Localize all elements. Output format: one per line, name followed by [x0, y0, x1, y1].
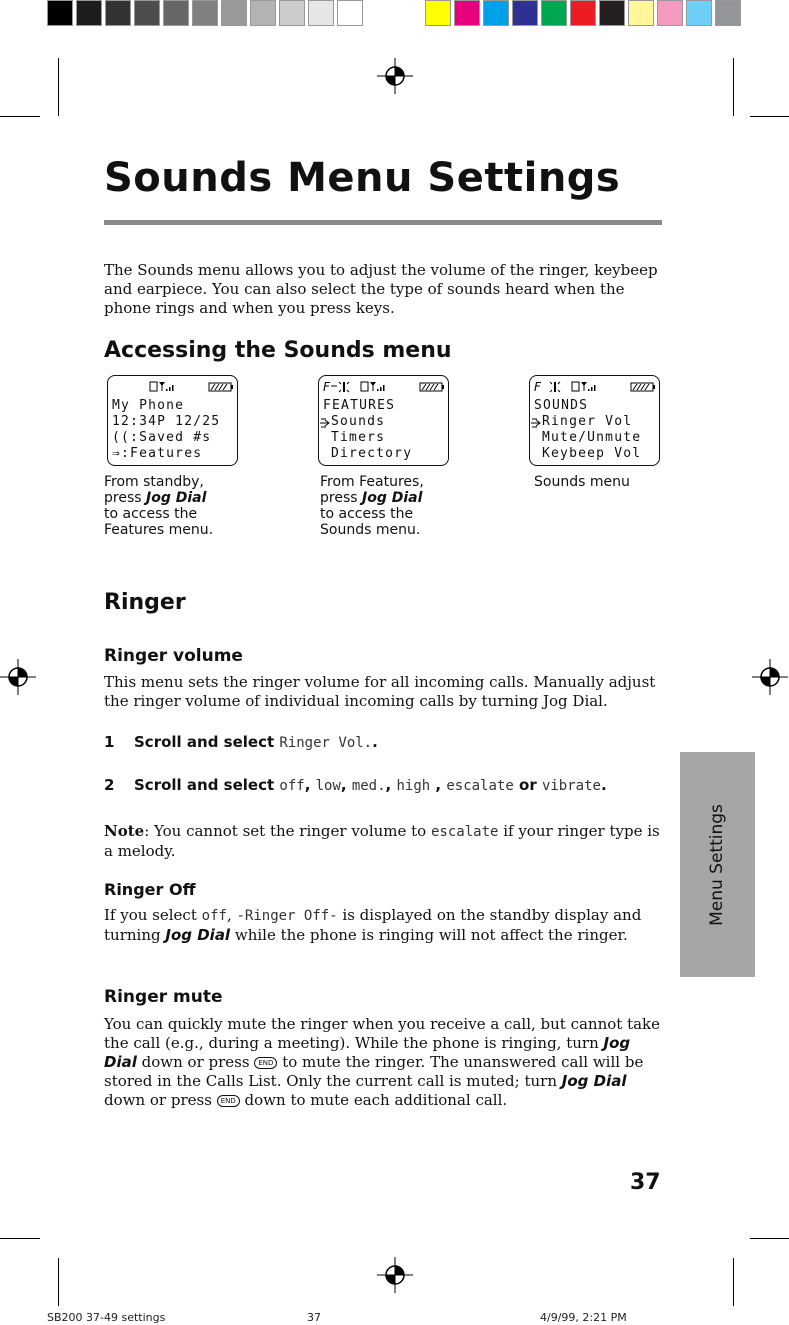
- jog-pointer-icon: [530, 416, 544, 430]
- lcd-line: Directory: [331, 446, 413, 461]
- lcd-option: escalate: [446, 778, 514, 794]
- status-icons: [321, 380, 447, 394]
- lcd-line: FEATURES: [323, 398, 396, 413]
- color-swatch: [454, 0, 480, 26]
- step-1-number: 1: [104, 733, 115, 751]
- crop-mark: [0, 1238, 40, 1239]
- ringer-off-heading: Ringer Off: [104, 880, 196, 899]
- grayscale-calibration-bar: [47, 0, 366, 26]
- intro-paragraph: The Sounds menu allows you to adjust the volume of the ringer, keybeep and earpiece. You can also select the type of sounds heard when the phone rings and when you press keys.: [104, 261, 658, 317]
- lcd-option: off: [201, 908, 227, 924]
- color-swatch: [570, 0, 596, 26]
- gray-swatch: [163, 0, 189, 26]
- gray-swatch: [192, 0, 218, 26]
- color-swatch: [599, 0, 625, 26]
- lcd-option: vibrate: [541, 778, 601, 794]
- step-2-number: 2: [104, 776, 115, 794]
- ringer-volume-text: This menu sets the ringer volume for all incoming calls. Manually adjust the ringer volume of individual incoming calls by turning Jog Dial.: [104, 673, 656, 710]
- gray-swatch: [279, 0, 305, 26]
- registration-target-icon: [377, 58, 413, 94]
- color-swatch: [686, 0, 712, 26]
- color-swatch: [628, 0, 654, 26]
- ringer-mute-heading: Ringer mute: [104, 987, 223, 1007]
- color-swatch: [425, 0, 451, 26]
- gray-swatch: [134, 0, 160, 26]
- footer-filename: SB200 37-49 settings: [47, 1311, 166, 1324]
- caption-standby: From standby, press Jog Dial to access the Features menu.: [104, 474, 214, 538]
- crop-mark: [733, 1258, 734, 1306]
- lcd-sounds-screen: [529, 375, 660, 466]
- crop-mark: [750, 1238, 789, 1239]
- lcd-line: 12:34P 12/25: [112, 414, 221, 429]
- side-tab-label: Menu Settings: [707, 804, 727, 926]
- status-icons: [148, 380, 236, 394]
- color-swatch: [512, 0, 538, 26]
- lcd-line-selected: Ringer Vol: [542, 414, 633, 429]
- ringer-heading: Ringer: [104, 590, 186, 615]
- page-number: 37: [630, 1170, 661, 1195]
- lcd-option: off: [279, 778, 305, 794]
- color-swatch: [541, 0, 567, 26]
- crop-mark: [58, 1258, 59, 1306]
- lcd-option: low: [315, 778, 341, 794]
- lcd-option: Ringer Vol.: [279, 735, 373, 751]
- jog-pointer-icon: [319, 416, 333, 430]
- svg-text:F: F: [534, 380, 541, 394]
- crop-mark: [58, 58, 59, 116]
- lcd-line: My Phone: [112, 398, 185, 413]
- lcd-line: Timers: [331, 430, 386, 445]
- moon-icon: [634, 400, 648, 414]
- caption-features: From Features, press Jog Dial to access the Sounds menu.: [320, 474, 424, 538]
- gray-swatch: [47, 0, 73, 26]
- lcd-line: Mute/Unmute: [542, 430, 642, 445]
- end-key-icon: END: [217, 1095, 240, 1107]
- ringer-volume-heading: Ringer volume: [104, 646, 243, 666]
- crop-mark: [0, 116, 40, 117]
- lcd-features-screen: [318, 375, 449, 466]
- color-swatch: [483, 0, 509, 26]
- color-swatch: [657, 0, 683, 26]
- lcd-option: high: [396, 778, 431, 794]
- step-1: Scroll and select Ringer Vol..: [134, 733, 378, 751]
- caption-sounds-menu: Sounds menu: [534, 474, 630, 490]
- jog-dial-label: Jog Dial: [104, 1034, 631, 1071]
- end-key-icon: END: [254, 1057, 277, 1069]
- lcd-line: Keybeep Vol: [542, 446, 642, 461]
- note-paragraph: Note: You cannot set the ringer volume to escalate if your ringer type is a melody.: [104, 822, 660, 860]
- status-icons: [532, 380, 658, 394]
- lcd-option: escalate: [431, 824, 499, 840]
- lcd-option: -Ringer Off-: [236, 908, 338, 924]
- color-calibration-bar: [425, 0, 744, 26]
- lcd-line: ⇒:Features: [112, 446, 203, 461]
- gray-swatch: [308, 0, 334, 26]
- registration-target-icon: [752, 659, 788, 695]
- page-title: Sounds Menu Settings: [104, 155, 621, 201]
- moon-icon: [423, 400, 437, 414]
- gray-swatch: [221, 0, 247, 26]
- crop-mark: [750, 116, 789, 117]
- step-2: Scroll and select off, low, med., high , escalate or vibrate.: [134, 776, 607, 794]
- accessing-heading: Accessing the Sounds menu: [104, 338, 452, 363]
- jog-dial-label: Jog Dial: [561, 1072, 627, 1090]
- lcd-line-selected: Sounds: [331, 414, 386, 429]
- ringer-mute-text: You can quickly mute the ringer when you receive a call, but cannot take the call (e.g., during a meeting). While the phone is ringing, turn Jog Dial down or press END to mute the ringer. The unanswered call will be stored in the Calls List. Only the current call is muted; turn Jog Dial down or press END down to mute each additional call.: [104, 1015, 661, 1109]
- lcd-line: SOUNDS: [534, 398, 589, 413]
- gray-swatch: [105, 0, 131, 26]
- lcd-option: med.: [351, 778, 386, 794]
- jog-dial-label: Jog Dial: [362, 490, 423, 506]
- footer-timestamp: 4/9/99, 2:21 PM: [540, 1311, 627, 1324]
- jog-dial-label: Jog Dial: [146, 490, 207, 506]
- gray-swatch: [76, 0, 102, 26]
- registration-target-icon: [377, 1257, 413, 1293]
- lcd-standby-screen: [107, 375, 238, 466]
- svg-text:F: F: [323, 380, 330, 394]
- title-divider: [104, 220, 662, 225]
- crop-mark: [733, 58, 734, 116]
- ringer-off-text: If you select off, -Ringer Off- is displayed on the standby display and turning Jog Dial while the phone is ringing will not affect the ringer.: [104, 906, 642, 944]
- color-swatch: [715, 0, 741, 26]
- gray-swatch: [250, 0, 276, 26]
- footer-page: 37: [307, 1311, 321, 1324]
- jog-dial-label: Jog Dial: [165, 926, 231, 944]
- registration-target-icon: [0, 659, 36, 695]
- gray-swatch: [337, 0, 363, 26]
- lcd-line: ((:Saved #s: [112, 430, 212, 445]
